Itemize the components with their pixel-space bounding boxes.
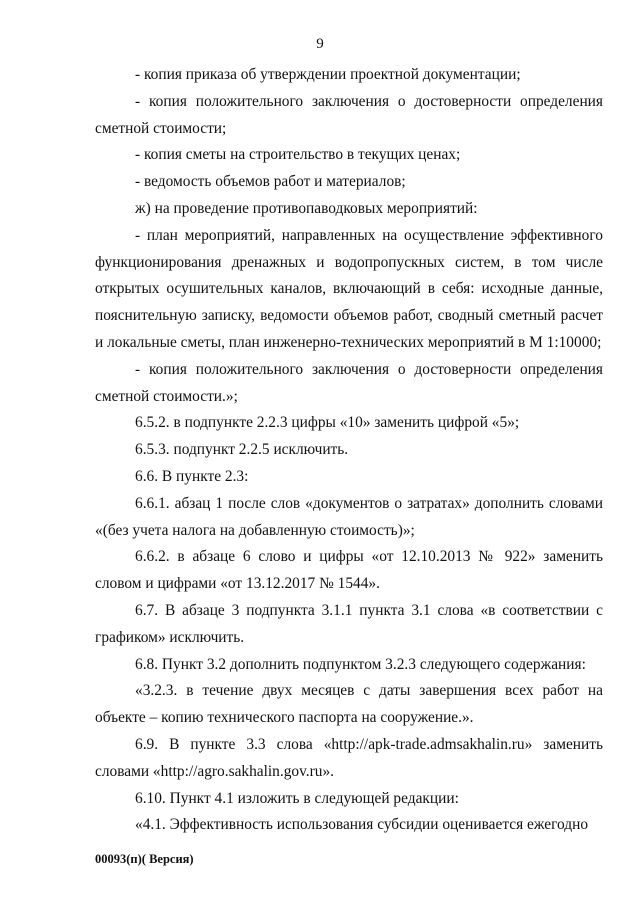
paragraph: 6.5.3. подпункт 2.2.5 исключить. (135, 441, 349, 459)
paragraph: - ведомость объемов работ и материалов; (135, 173, 406, 191)
paragraph: - копия приказа об утверждении проектной документации; (135, 66, 521, 83)
paragraph: «3.2.3. в течение двух месяцев с даты завершения всех работ на объекте – копию технического паспорта на сооружение.». (95, 682, 603, 727)
paragraph: - копия сметы на строительство в текущих ценах; (135, 146, 461, 164)
paragraph: «4.1. Эффективность использования субсидии оценивается ежегодно (135, 816, 589, 834)
paragraph: ж) на проведение противопаводковых мероприятий: (135, 199, 478, 217)
paragraph: 6.6.1. абзац 1 после слов «документов о затратах» дополнить словами «(без учета налога на добавленную стоимость)»; (95, 494, 603, 539)
paragraph: 6.6. В пункте 2.3: (135, 467, 249, 485)
paragraph: 6.7. В абзаце 3 подпункта 3.1.1 пункта 3.1 слова «в соответствии с графиком» исключить. (95, 601, 603, 646)
document-footer: 00093(п)( Версия) (95, 852, 194, 866)
document-body (95, 62, 603, 839)
paragraph: 6.5.2. в подпункте 2.2.3 цифры «10» заменить цифрой «5»; (135, 414, 520, 432)
page-number: 9 (316, 36, 324, 52)
paragraph: 6.9. В пункте 3.3 слова «http://apk-trade.admsakhalin.ru» заменить словами «http://agro.sakhalin.gov.ru». (95, 735, 603, 780)
paragraph: - копия положительного заключения о достоверности определения сметной стоимости; (95, 92, 603, 137)
paragraph: 6.6.2. в абзаце 6 слово и цифры «от 12.10.2013 № 922» заменить словом и цифрами «от 13.12.2017 № 1544». (95, 548, 603, 593)
paragraph: - копия положительного заключения о достоверности определения сметной стоимости.»; (95, 360, 603, 405)
paragraph: 6.10. Пункт 4.1 изложить в следующей редакции: (135, 789, 459, 807)
paragraph: - план мероприятий, направленных на осуществление эффективного функционирования дренажных и водопропускных систем, в том числе открытых осушительных каналов, включающий в себя: исходные данные, пояснительную записку, ведомости объемов работ, сводный сметный расчет и локальные сметы, план инженерно-технических мероприятий в М 1:10000; (95, 226, 603, 351)
paragraph: 6.8. Пункт 3.2 дополнить подпунктом 3.2.3 следующего содержания: (135, 655, 586, 673)
